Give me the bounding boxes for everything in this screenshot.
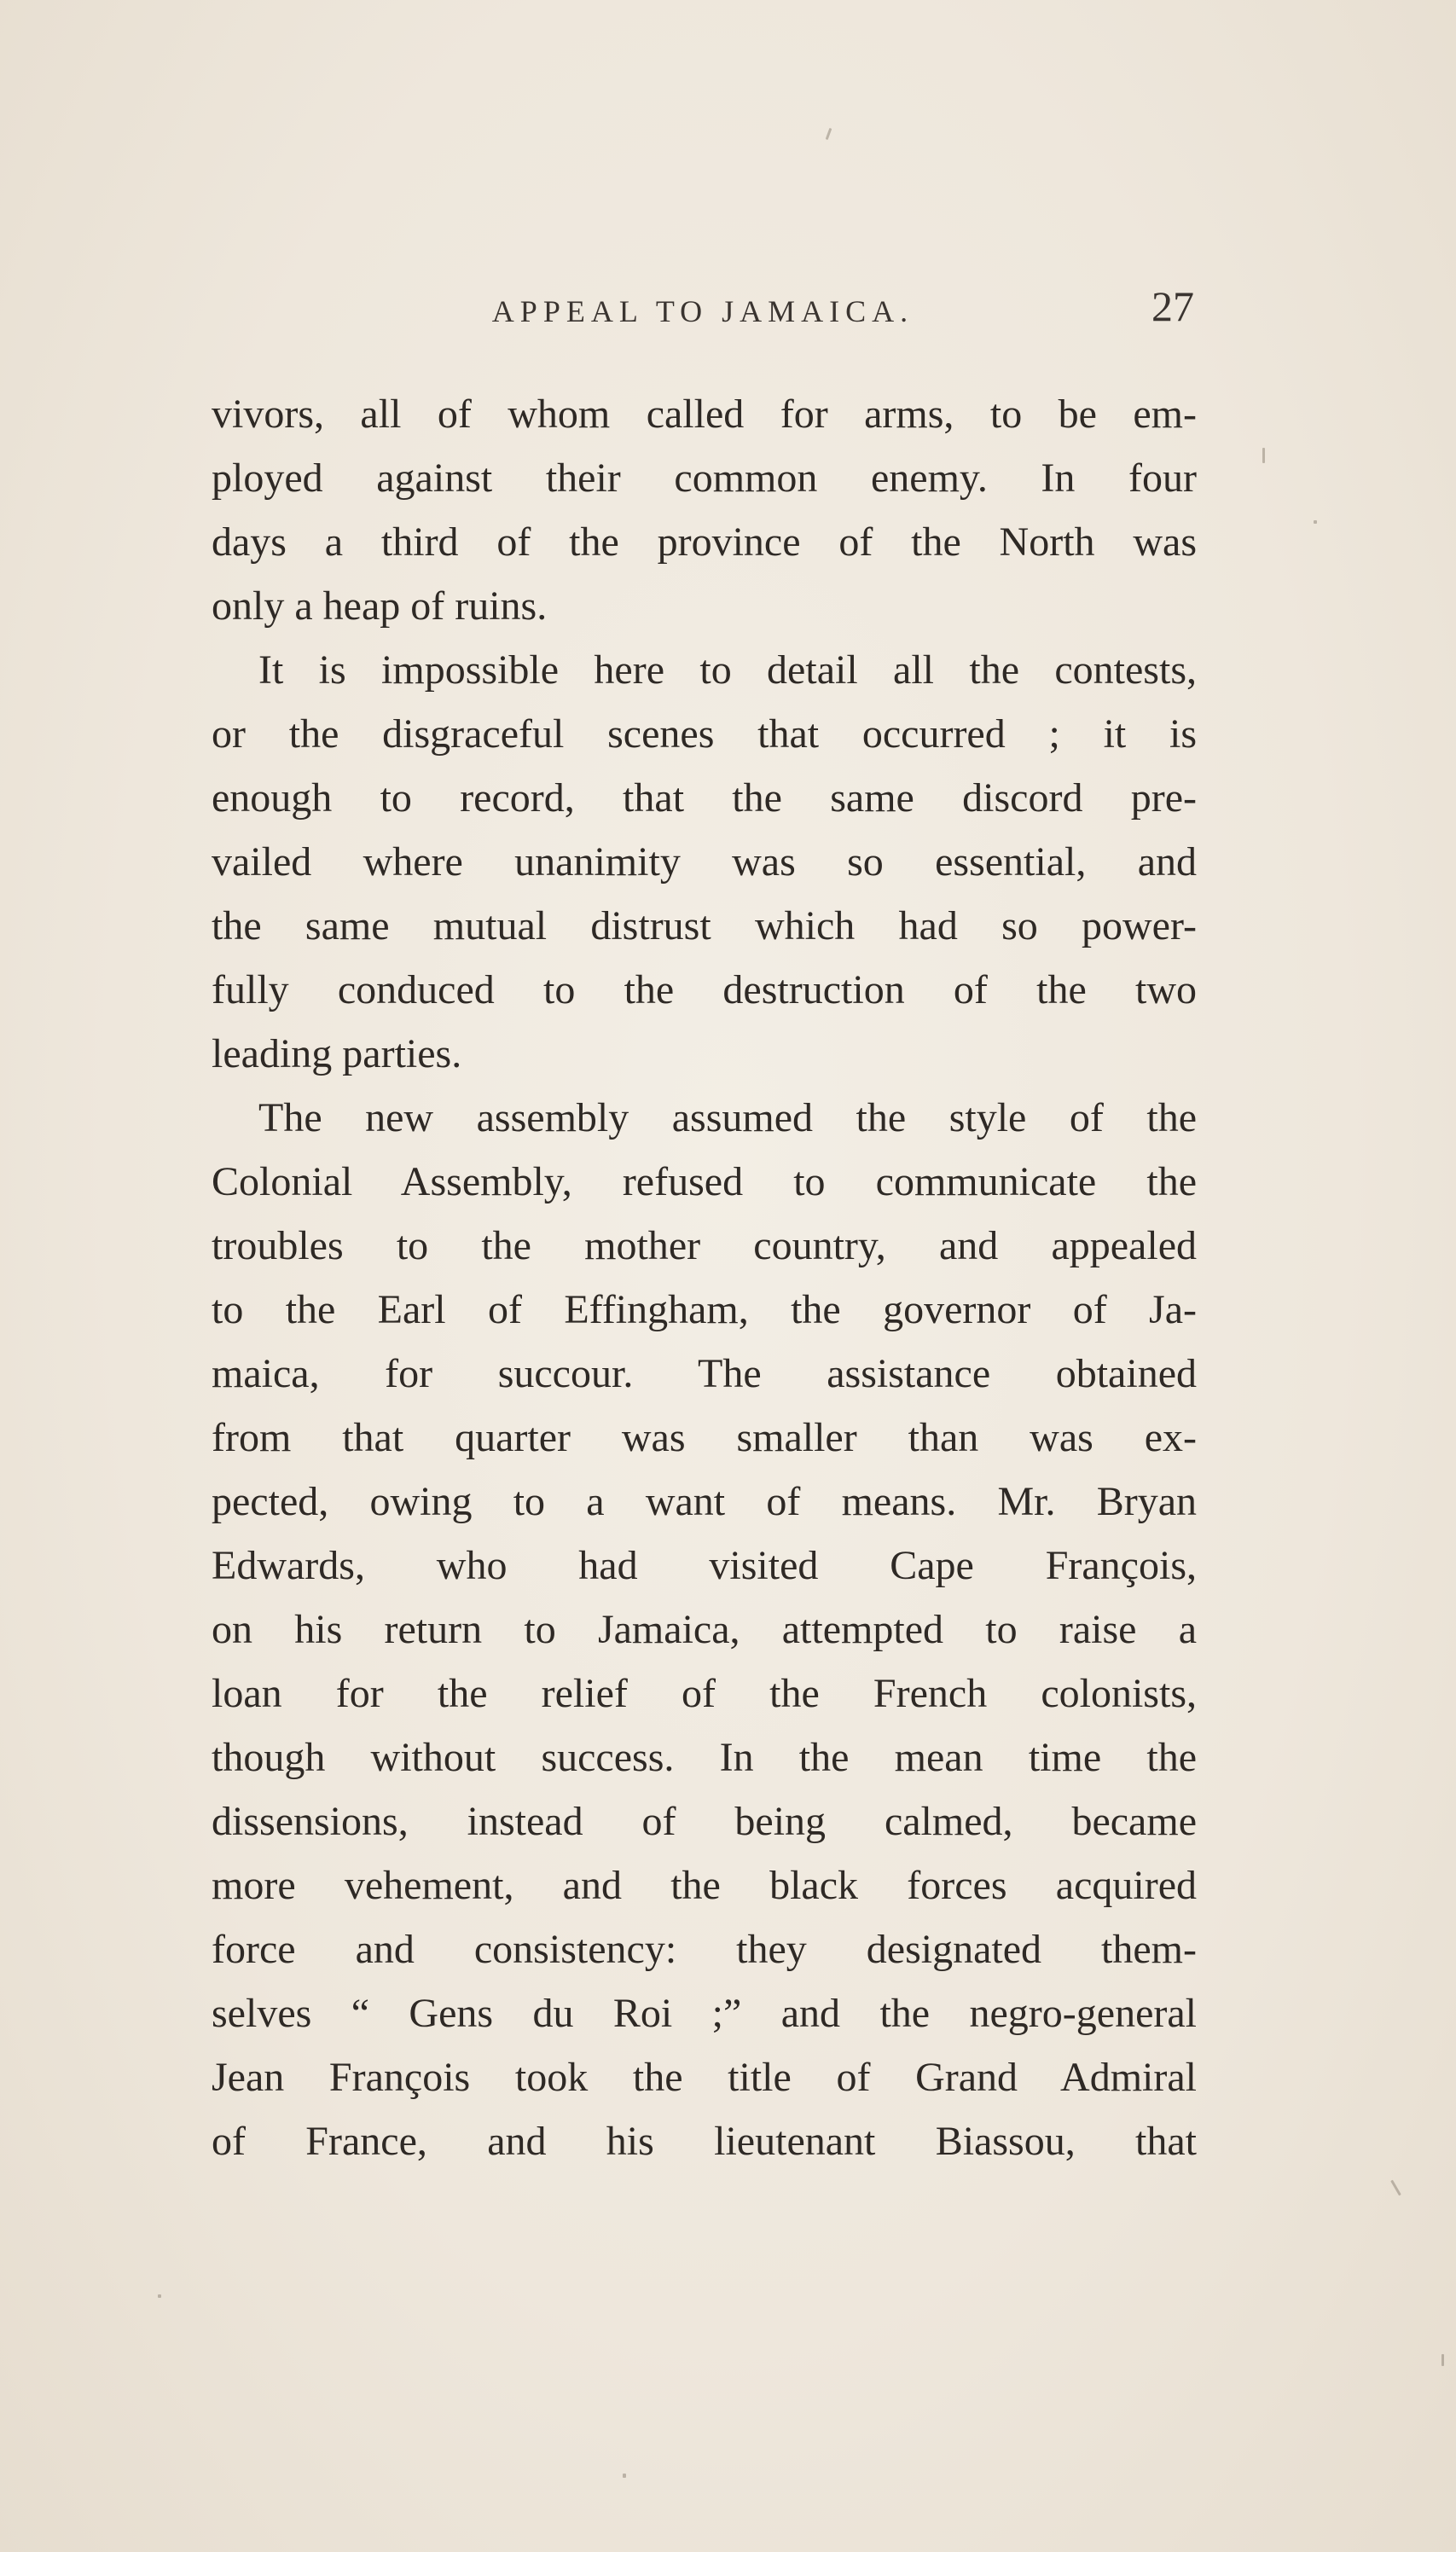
text-line: more vehement, and the black forces acquired xyxy=(212,1863,1197,1908)
text-line: pected, owing to a want of means. Mr. Bryan xyxy=(212,1479,1197,1524)
text-line: though without success. In the mean time the xyxy=(212,1735,1197,1780)
text-line: fully conduced to the destruction of the two xyxy=(212,967,1197,1012)
text-line: days a third of the province of the North was xyxy=(212,519,1197,565)
paper-speck xyxy=(1441,2354,1444,2366)
paper-speck xyxy=(826,128,832,140)
text-line: ployed against their common enemy. In four xyxy=(212,455,1197,501)
text-line: Colonial Assembly, refused to communicate the xyxy=(212,1159,1197,1204)
text-line: on his return to Jamaica, attempted to raise a xyxy=(212,1607,1197,1652)
text-line: leading parties. xyxy=(212,1031,462,1076)
text-line: selves “ Gens du Roi ;” and the negro-general xyxy=(212,1991,1197,2036)
text-line: The new assembly assumed the style of the xyxy=(258,1095,1197,1140)
text-line: maica, for succour. The assistance obtained xyxy=(212,1351,1197,1396)
paper-speck xyxy=(1262,448,1265,463)
paper-speck xyxy=(158,2294,161,2298)
text-line: Jean François took the title of Grand Admiral xyxy=(212,2055,1197,2100)
text-line: It is impossible here to detail all the contests, xyxy=(258,647,1197,693)
page-header xyxy=(212,281,1194,350)
text-line: the same mutual distrust which had so power- xyxy=(212,903,1197,948)
paper-speck xyxy=(1390,2180,1401,2196)
text-line: enough to record, that the same discord pre- xyxy=(212,775,1197,821)
text-line: loan for the relief of the French colonists, xyxy=(212,1671,1197,1716)
page-number: 27 xyxy=(1151,282,1194,330)
paper-speck xyxy=(1314,520,1317,524)
text-line: vailed where unanimity was so essential, and xyxy=(212,839,1197,884)
text-line: or the disgraceful scenes that occurred ; it is xyxy=(212,711,1197,757)
body-text xyxy=(212,382,1197,2173)
running-head: APPEAL TO JAMAICA. xyxy=(491,294,914,328)
text-line: to the Earl of Effingham, the governor of Ja- xyxy=(212,1287,1197,1332)
text-line: dissensions, instead of being calmed, became xyxy=(212,1799,1197,1844)
text-line: from that quarter was smaller than was ex- xyxy=(212,1415,1197,1460)
text-line: only a heap of ruins. xyxy=(212,583,548,629)
paper-speck xyxy=(623,2474,626,2478)
text-line: force and consistency: they designated them- xyxy=(212,1927,1197,1972)
text-line: troubles to the mother country, and appealed xyxy=(212,1223,1197,1268)
text-line: of France, and his lieutenant Biassou, that xyxy=(212,2119,1197,2164)
text-line: vivors, all of whom called for arms, to be em- xyxy=(212,392,1197,437)
text-line: Edwards, who had visited Cape François, xyxy=(212,1543,1197,1588)
